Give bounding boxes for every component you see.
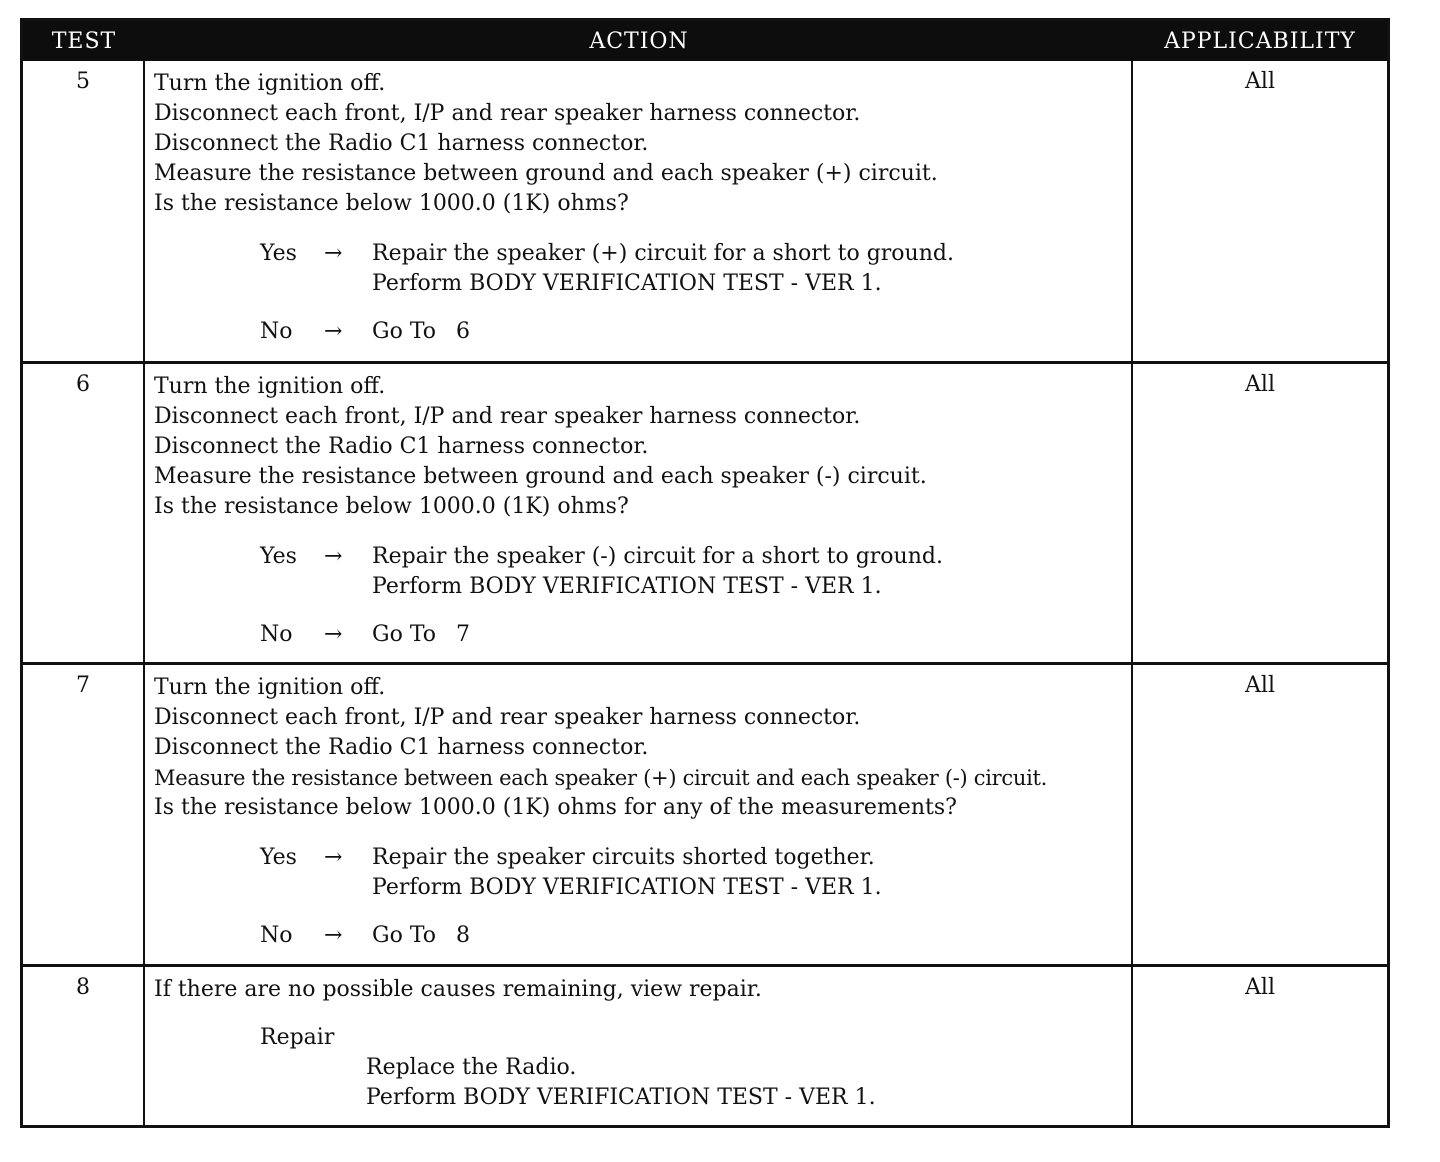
arrow-icon: →: [324, 845, 343, 870]
action-cell: [145, 665, 1133, 964]
step-line: Disconnect each front, I/P and rear speaker harness connector.: [154, 705, 861, 730]
yes-result-line: Perform BODY VERIFICATION TEST - VER 1.: [372, 574, 882, 599]
arrow-icon: →: [324, 319, 343, 344]
yes-branch: [260, 843, 1123, 903]
goto-target: 8: [456, 923, 471, 948]
repair-label: Repair: [260, 1025, 335, 1050]
header-test: TEST: [51, 28, 117, 54]
step-line: Disconnect each front, I/P and rear speaker harness connector.: [154, 101, 861, 126]
test-number: 5: [23, 61, 145, 361]
yes-result: [372, 239, 954, 299]
step-line: Disconnect the Radio C1 harness connector.: [154, 735, 649, 760]
yes-label: Yes: [260, 544, 297, 569]
arrow-icon: →: [324, 622, 343, 647]
no-label: No: [260, 319, 293, 344]
yes-result-line: Perform BODY VERIFICATION TEST - VER 1.: [372, 271, 882, 296]
no-label: No: [260, 622, 293, 647]
step-line: Turn the ignition off.: [154, 675, 386, 700]
action-cell: [145, 364, 1133, 662]
step-line: Measure the resistance between ground and each speaker (+) circuit.: [154, 161, 938, 186]
arrow-icon: →: [324, 544, 343, 569]
applicability-value: All: [1245, 975, 1275, 1000]
goto-target: 7: [456, 622, 471, 647]
no-branch: [260, 921, 1123, 951]
test-row-7: [23, 662, 1387, 964]
step-line: Disconnect the Radio C1 harness connector.: [154, 434, 649, 459]
goto-text: Go To: [372, 622, 437, 647]
repair-steps: [366, 1053, 1123, 1113]
applicability-value: All: [1245, 673, 1275, 698]
arrow-icon: →: [324, 241, 343, 266]
step-line: Is the resistance below 1000.0 (1K) ohms?: [154, 494, 629, 519]
yes-result-line: Repair the speaker (+) circuit for a short to ground.: [372, 241, 954, 266]
applicability-value: All: [1245, 372, 1275, 397]
table-header: [23, 21, 1387, 61]
yes-branch: [260, 542, 1123, 602]
step-line: Turn the ignition off.: [154, 71, 386, 96]
yes-result-line: Repair the speaker (-) circuit for a short to ground.: [372, 544, 943, 569]
no-branch: [260, 620, 1123, 650]
test-row-5: [23, 61, 1387, 361]
goto-target: 6: [456, 319, 471, 344]
yes-result: [372, 843, 882, 903]
header-applicability: APPLICABILITY: [1164, 28, 1356, 54]
goto-text: Go To: [372, 319, 437, 344]
step-line: Is the resistance below 1000.0 (1K) ohms?: [154, 191, 629, 216]
step-line: Measure the resistance between ground and each speaker (-) circuit.: [154, 464, 927, 489]
test-number: 7: [23, 665, 145, 964]
diagnostic-test-table: [20, 18, 1390, 1128]
step-line: Turn the ignition off.: [154, 374, 386, 399]
yes-result-line: Repair the speaker circuits shorted together.: [372, 845, 875, 870]
repair-line: Replace the Radio.: [366, 1055, 577, 1080]
no-label: No: [260, 923, 293, 948]
yes-branch: [260, 239, 1123, 299]
yes-label: Yes: [260, 845, 297, 870]
action-cell: [145, 967, 1133, 1125]
test-number: 8: [23, 967, 145, 1125]
step-line: Disconnect each front, I/P and rear speaker harness connector.: [154, 404, 861, 429]
goto-text: Go To: [372, 923, 437, 948]
yes-result-line: Perform BODY VERIFICATION TEST - VER 1.: [372, 875, 882, 900]
test-row-6: [23, 361, 1387, 662]
arrow-icon: →: [324, 923, 343, 948]
step-line: If there are no possible causes remaining, view repair.: [154, 977, 762, 1002]
step-line: Disconnect the Radio C1 harness connector.: [154, 131, 649, 156]
applicability-value: All: [1245, 69, 1275, 94]
action-cell: [145, 61, 1133, 361]
yes-label: Yes: [260, 241, 297, 266]
step-line: Is the resistance below 1000.0 (1K) ohms for any of the measurements?: [154, 795, 957, 820]
test-number: 6: [23, 364, 145, 662]
no-branch: [260, 317, 1123, 347]
step-line: Measure the resistance between each speaker (+) circuit and each speaker (-) circuit.: [154, 766, 1048, 790]
yes-result: [372, 542, 943, 602]
test-row-8: [23, 964, 1387, 1125]
repair-line: Perform BODY VERIFICATION TEST - VER 1.: [366, 1085, 876, 1110]
header-action: ACTION: [589, 28, 689, 54]
